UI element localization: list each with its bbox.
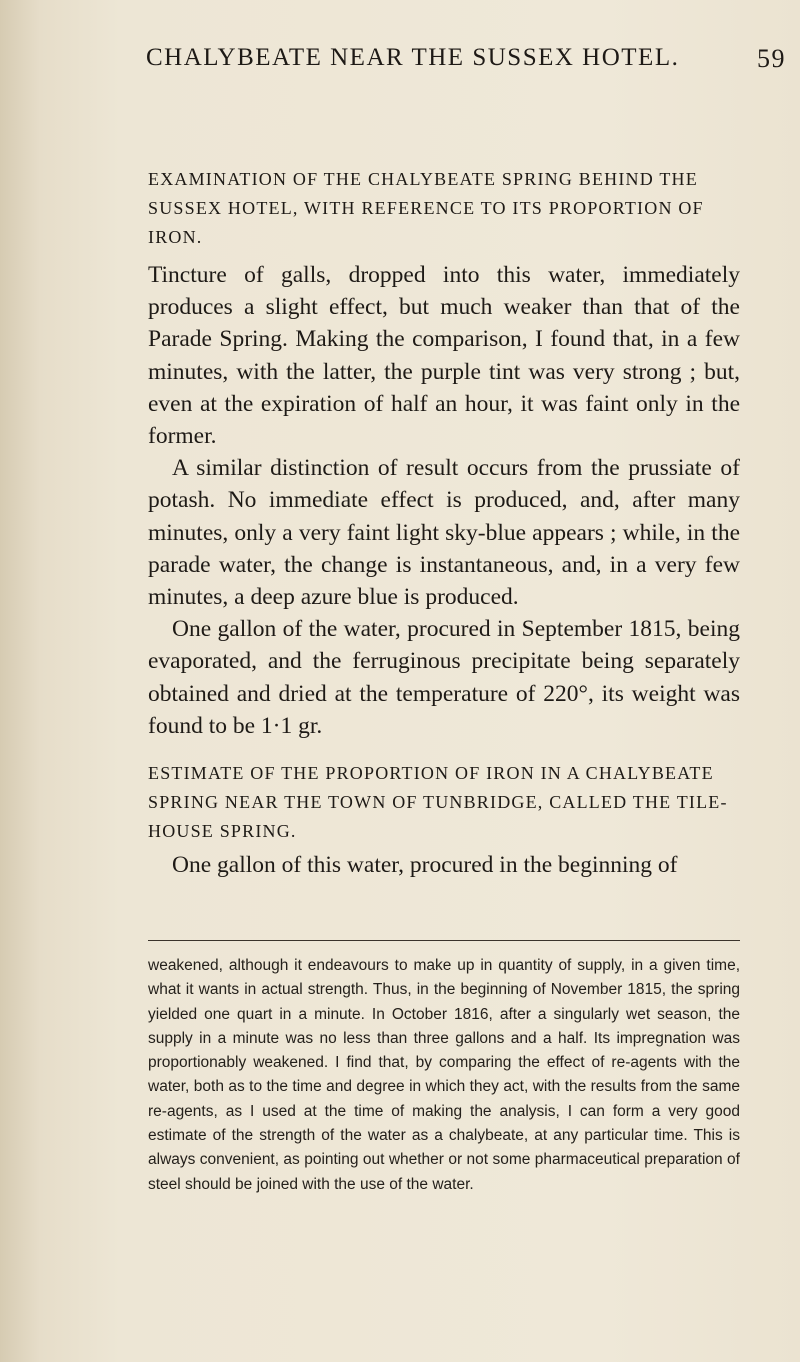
section-heading-tile-house: ESTIMATE OF THE PROPORTION OF IRON IN A CHALYBEATE SPRING NEAR THE TOWN OF TUNBRIDGE, CALLED THE TILE-HOUSE SPRING. (148, 763, 728, 841)
footnote-divider (148, 940, 740, 941)
footnote-text: weakened, although it endeavours to make up in quantity of supply, in a given time, what it wants in actual strength. Thus, in the beginning of November 1815, the spring yielded one quart in a minute. In October 1816, after a singularly wet season, the supply in a minute was no less than three gallons and a half. Its impregnation was proportionably weakened. I find that, by comparing the effect of re-agents with the water, both as to the time and degree in which they act, with the results from the same re-agents, as I used at the time of making the analysis, I can form a very good estimate of the strength of the water as a chalybeate, at any particular time. This is always convenient, as pointing out whether or not some pharmaceutical preparation of steel should be joined with the use of the water. (148, 957, 740, 1193)
running-head-title: CHALYBEATE NEAR THE SUSSEX HOTEL. (146, 44, 680, 71)
paragraph: One gallon of this water, procured in the beginning of (172, 852, 678, 878)
section-body-sussex (148, 259, 740, 742)
page-number: 59 (757, 44, 786, 73)
paragraph: One gallon of the water, procured in September 1815, being evaporated, and the ferruginous precipitate being separately obtained and dried at the temperature of 220°, its weight was found to be 1·1 gr. (148, 616, 740, 739)
paragraph: Tincture of galls, dropped into this water, immediately produces a slight effect, but much weaker than that of the Parade Spring. Making the comparison, I found that, in a few minutes, with the latter, the purple tint was very strong ; but, even at the expiration of half an hour, it was faint only in the former. (148, 262, 740, 450)
paragraph: A similar distinction of result occurs from the prussiate of potash. No immediate effect is produced, and, after many minutes, only a very faint light sky-blue appears ; while, in the parade water, the change is instantaneous, and, in a very few minutes, a deep azure blue is produced. (148, 455, 740, 611)
section-body-tile-house (148, 849, 740, 881)
footnote (148, 954, 740, 1197)
section-heading-sussex: EXAMINATION OF THE CHALYBEATE SPRING BEHIND THE SUSSEX HOTEL, WITH REFERENCE TO ITS PROPORTION OF IRON. (148, 169, 704, 247)
